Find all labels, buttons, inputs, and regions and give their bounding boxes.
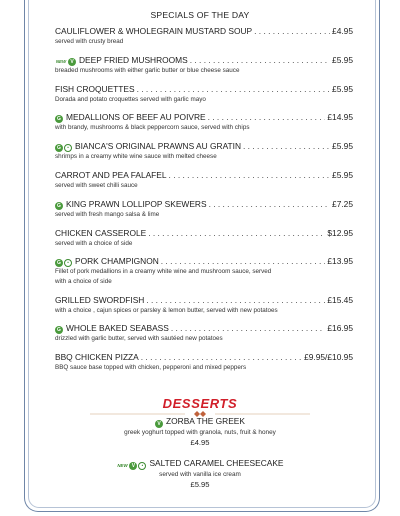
menu-item: [55, 26, 353, 46]
menu-item-price: £5.95: [332, 141, 353, 152]
dessert-item: [0, 458, 400, 490]
dessert-description: served with vanilla ice cream: [159, 471, 241, 478]
dot-leader: [161, 256, 326, 267]
menu-item-description: served with fresh mango salsa & lime: [55, 210, 160, 218]
menu-item-price: £5.95: [332, 83, 353, 94]
dot-leader: [254, 26, 330, 37]
menu-item-name: PORK CHAMPIGNON: [75, 256, 159, 267]
menu-item: [55, 170, 353, 190]
dot-leader: [243, 141, 330, 152]
diet-badges: [155, 420, 163, 428]
page-heading: SPECIALS OF THE DAY: [150, 10, 250, 20]
menu-item-price: £4.95: [332, 26, 353, 36]
specials-list: [55, 26, 353, 381]
dessert-price: £5.95: [190, 480, 210, 489]
diet-badges: [116, 462, 146, 470]
menu-item-description: breaded mushrooms with either garlic butter or blue cheese sauce: [55, 66, 240, 74]
new-badge-icon: NEW: [55, 58, 67, 64]
menu-item-description: with a choice , cajun spices or parsley & lemon butter, served with new potatoes: [55, 306, 278, 314]
menu-item-description: with brandy, mushrooms & black peppercorn sauce, served with chips: [55, 124, 250, 132]
menu-item: [55, 141, 353, 161]
new-badge-icon: NEW: [117, 463, 128, 468]
menu-item-price: £9.95/£10.95: [304, 352, 353, 363]
menu-item: [55, 256, 353, 286]
menu-item-description: with a choice of side: [55, 277, 112, 285]
v-badge-icon: V: [68, 58, 76, 66]
dot-leader: [148, 228, 325, 239]
option-badge-icon: •: [64, 144, 72, 152]
gf-badge-icon: G: [55, 326, 63, 334]
diet-badges: [55, 58, 76, 66]
menu-item-name: BBQ CHICKEN PIZZA: [55, 352, 139, 363]
menu-item-price: $12.95: [327, 227, 353, 238]
menu-item: [55, 295, 353, 315]
menu-item-price: £16.95: [327, 323, 353, 334]
menu-item: [55, 112, 353, 132]
menu-item-name: FISH CROQUETTES: [55, 83, 135, 94]
menu-item-description: BBQ sauce base topped with chicken, pepperoni and mixed peppers: [55, 364, 247, 372]
diet-badges: [55, 259, 72, 267]
menu-item-name: CARROT AND PEA FALAFEL: [55, 169, 167, 180]
menu-item-description: drizzled with garlic butter, served with sautéed new potatoes: [55, 335, 223, 343]
menu-item: [55, 199, 353, 219]
diet-badges: [55, 115, 63, 123]
menu-item: [55, 55, 353, 75]
menu-item-name: GRILLED SWORDFISH: [55, 294, 145, 305]
dessert-description: greek yoghurt topped with granola, nuts, fruit & honey: [124, 429, 276, 436]
menu-item-name: WHOLE BAKED SEABASS: [66, 323, 169, 334]
menu-item-name: MEDALLIONS OF BEEF AU POIVRE: [66, 112, 206, 123]
desserts-title: DESSERTS: [162, 396, 238, 411]
menu-item-name: BIANCA'S ORIGINAL PRAWNS AU GRATIN: [75, 141, 242, 152]
dessert-price: £4.95: [190, 438, 210, 447]
menu-item: [55, 323, 353, 343]
menu-item: [55, 84, 353, 104]
menu-item-price: £7.25: [332, 198, 353, 209]
gf-badge-icon: G: [55, 144, 63, 152]
menu-item-description: shrimps in a creamy white wine sauce with melted cheese: [55, 153, 217, 161]
menu-item-price: £5.95: [332, 169, 353, 180]
option-badge-icon: •: [64, 259, 72, 267]
dot-leader: [146, 295, 325, 306]
menu-item-name: DEEP FRIED MUSHROOMS: [79, 54, 188, 65]
gf-badge-icon: G: [55, 115, 63, 123]
dot-leader: [190, 55, 330, 66]
dot-leader: [141, 352, 302, 363]
diet-badges: [55, 144, 72, 152]
menu-item-name: CAULIFLOWER & WHOLEGRAIN MUSTARD SOUP: [55, 26, 253, 36]
dessert-item: [0, 416, 400, 448]
dessert-name: SALTED CARAMEL CHEESECAKE: [149, 458, 284, 468]
menu-item-description: served with crusty bread: [55, 38, 124, 45]
menu-item-price: £15.45: [327, 294, 353, 305]
gf-badge-icon: G: [55, 202, 63, 210]
dot-leader: [137, 84, 330, 95]
dot-leader: [209, 199, 330, 210]
menu-item-description: Dorada and potato croquettes served with garlic mayo: [55, 95, 206, 103]
option-badge-icon: •: [138, 462, 146, 470]
menu-item-description: served with a choice of side: [55, 239, 133, 247]
dot-leader: [169, 170, 330, 181]
menu-item: [55, 352, 353, 372]
dot-leader: [171, 323, 326, 334]
menu-item-price: £14.95: [327, 112, 353, 123]
gf-badge-icon: G: [55, 259, 63, 267]
menu-item-price: £5.95: [332, 54, 353, 65]
v-badge-icon: V: [129, 462, 137, 470]
diet-badges: [55, 202, 63, 210]
dot-leader: [208, 112, 326, 123]
menu-item-description: Fillet of pork medallions in a creamy white wine and mushroom sauce, served: [55, 268, 272, 276]
menu-item-name: KING PRAWN LOLLIPOP SKEWERS: [66, 198, 207, 209]
menu-item-name: CHICKEN CASSEROLE: [55, 227, 147, 238]
menu-item-description: served with sweet chilli sauce: [55, 181, 138, 189]
menu-item: [55, 228, 353, 248]
diet-badges: [55, 326, 63, 334]
menu-item-price: £13.95: [327, 256, 353, 267]
dessert-name: ZORBA THE GREEK: [166, 416, 245, 426]
v-badge-icon: V: [155, 420, 163, 428]
